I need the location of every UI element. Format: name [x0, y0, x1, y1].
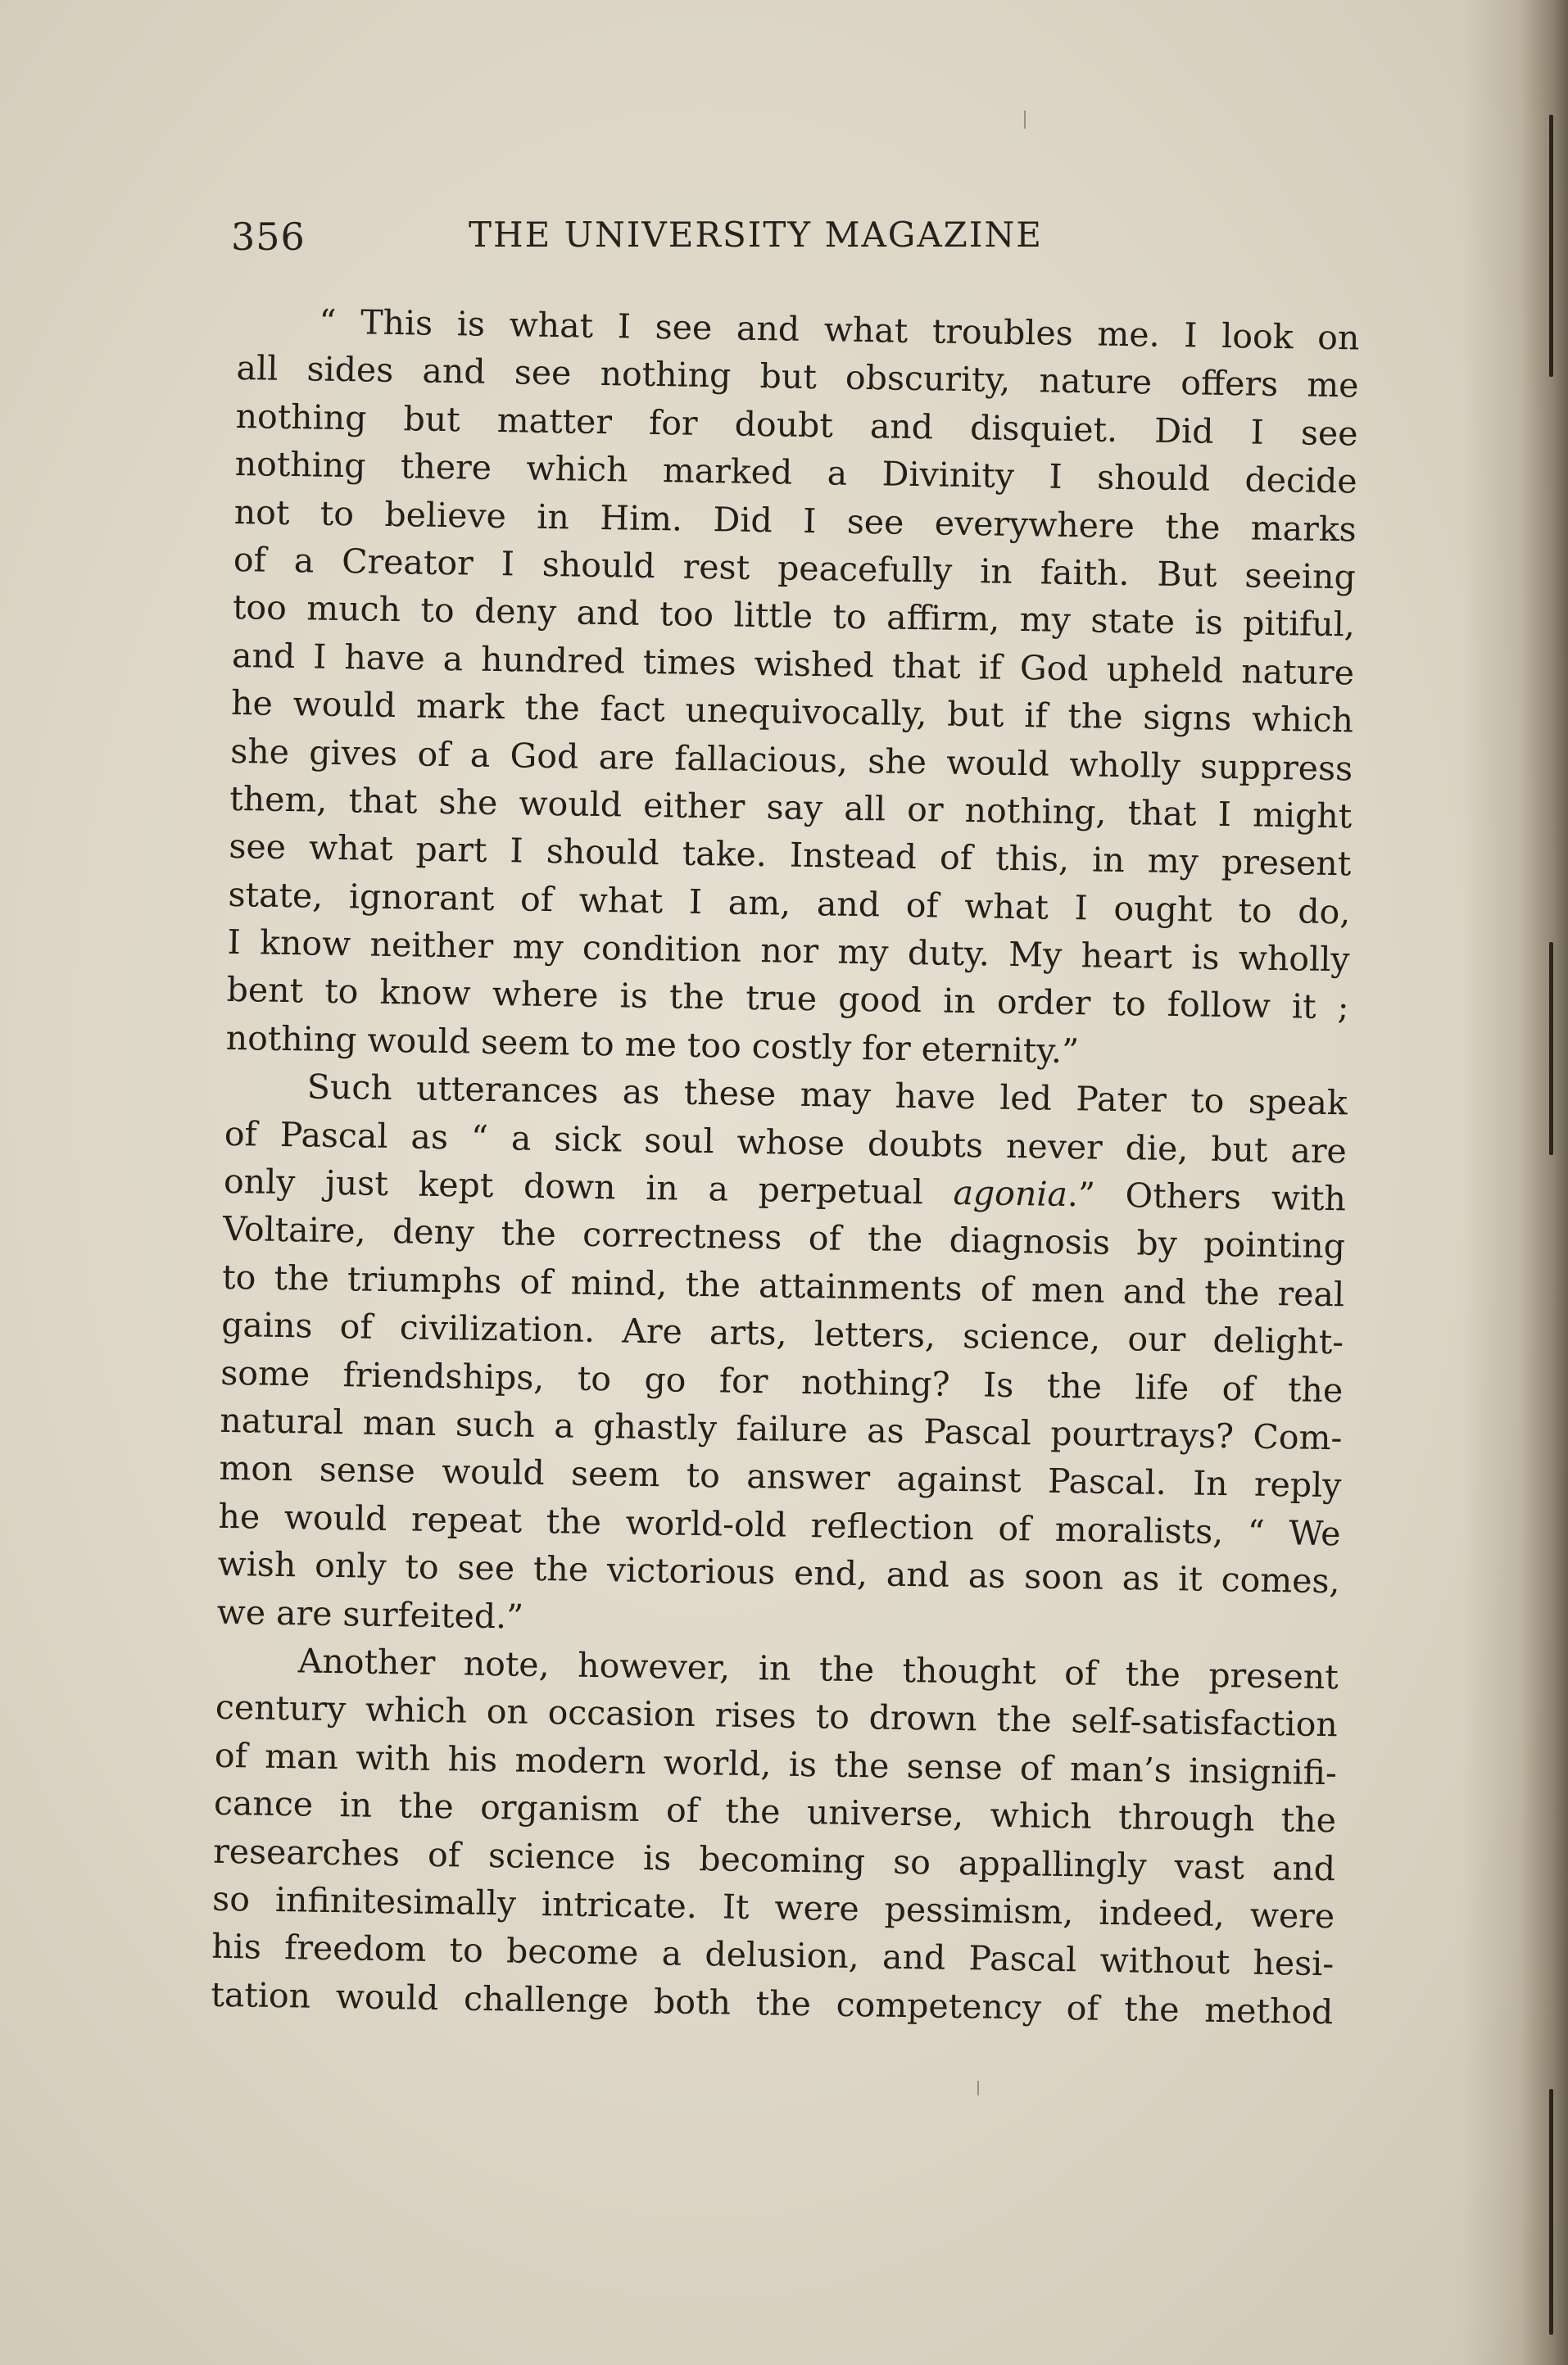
paper-mark [977, 2081, 979, 2095]
text-line: so infinitesimally intricate. It were pessimism, indeed, were [211, 1878, 1335, 1937]
text-line: we are surfeited.” [216, 1592, 524, 1637]
running-title: THE UNIVERSITY MAGAZINE [469, 215, 1043, 255]
text-line: she gives of a God are fallacious, she would wholly suppress [229, 731, 1353, 788]
text-line: I know neither my condition nor my duty. My heart is wholly [227, 922, 1350, 980]
text-line: tation would challenge both the competency of the method [211, 1974, 1334, 2032]
text-line: researches of science is becoming so appallingly vast and [212, 1831, 1336, 1888]
text-line: cance in the organism of the universe, which through the [213, 1783, 1337, 1841]
text-line: wish only to see the victorious end, and as soon as it comes, [217, 1543, 1340, 1602]
text-line: century which on occasion rises to drown the self-satisfaction [215, 1688, 1339, 1745]
text-line: only just kept down in a perpetual agonia.” Others with [223, 1161, 1347, 1219]
text-line: state, ignorant of what I am, and of what I ought to do, [228, 874, 1351, 932]
text-line: he would repeat the world-old reflection of moralists, “ We [218, 1496, 1341, 1554]
text-line: of man with his modern world, is the sense of man’s insignifi- [214, 1735, 1338, 1793]
text-line: Voltaire, deny the correctness of the diagnosis by pointing [222, 1209, 1346, 1266]
text-line: gains of civilization. Are arts, letters, science, our delight- [220, 1305, 1344, 1362]
text-line: “ This is what I see and what troubles me. I look on [319, 301, 1360, 358]
text-line: mon sense would seem to answer against Pascal. In reply [219, 1448, 1342, 1506]
text-line: bent to know where is the true good in order to follow it ; [226, 970, 1349, 1027]
page-edge-mark [1549, 2089, 1553, 2335]
text-line: natural man such a ghastly failure as Pascal pourtrays? Com- [220, 1400, 1343, 1458]
paper-mark [1024, 111, 1026, 129]
text-line: Another note, however, in the thought of the present [297, 1641, 1339, 1697]
text-line: he would mark the fact unequivocally, but if the signs which [230, 683, 1354, 741]
text-line: not to believe in Him. Did I see everywhere the marks [233, 492, 1357, 550]
text-line: and I have a hundred times wished that if God upheld nature [231, 635, 1355, 693]
body-text [211, 297, 1360, 2036]
text-line: nothing but matter for doubt and disquiet. Did I see [235, 396, 1358, 454]
text-line: nothing would seem to me too costly for eternity.” [225, 1017, 1080, 1071]
page-header [231, 215, 1099, 272]
text-line: Such utterances as these may have led Pater to speak [306, 1067, 1348, 1123]
text-line: all sides and see nothing but obscurity, nature offers me [236, 348, 1359, 405]
text-line: to the triumphs of mind, the attainments of men and the real [221, 1257, 1345, 1315]
text-line: of a Creator I should rest peacefully in faith. But seeing [233, 539, 1357, 597]
page-edge-mark [1549, 115, 1553, 377]
italic-word: agonia [953, 1172, 1068, 1215]
text-line: his freedom to become a delusion, and Pascal without hesi- [211, 1927, 1335, 1984]
text-line: see what part I should take. Instead of this, in my present [229, 827, 1352, 884]
page-number: 356 [231, 215, 306, 259]
text-line: some friendships, to go for nothing? Is the life of the [220, 1352, 1344, 1410]
text-line: too much to deny and too little to affirm, my state is pitiful, [232, 587, 1356, 645]
text-line: of Pascal as “ a sick soul whose doubts never die, but are [224, 1113, 1348, 1171]
text-line: them, that she would either say all or nothing, that I might [229, 778, 1353, 836]
text-line: nothing there which marked a Divinity I should decide [234, 444, 1358, 501]
page-edge-mark [1549, 942, 1553, 1155]
